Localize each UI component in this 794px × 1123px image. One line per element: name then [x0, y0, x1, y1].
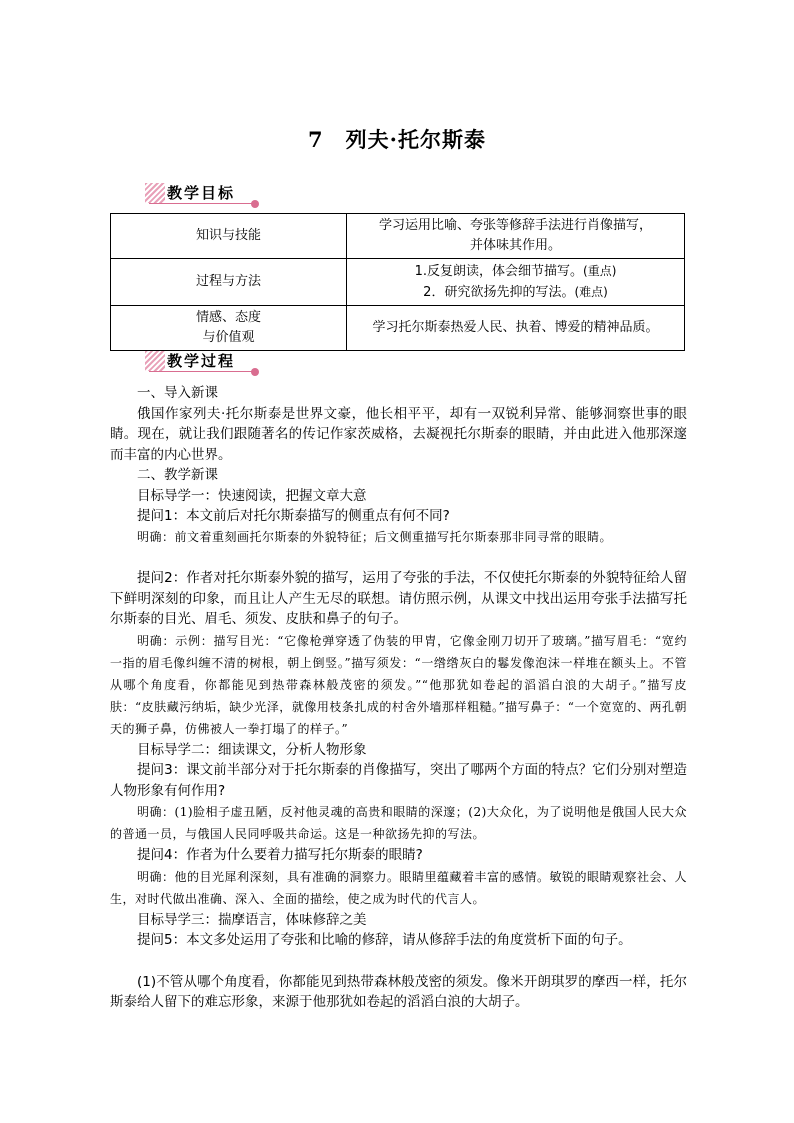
answer: 明确：示例：描写目光：“它像枪弹穿透了伪装的甲胄，它像金刚刀切开了玻璃。”描写眉毛：“宽约一指的眉毛像纠缠不清的树根，朝上倒竖。”描写须发：“一绺绺灰白的鬈发像泡沫一样堆在额头上。不管从哪个角度看，你都能见到热带森林般茂密的须发。”“他那犹如卷起的滔滔白浪的大胡子。”描写皮肤：“皮肤藏污纳垢，缺少光泽，就像用枝条扎成的村舍外墙那样粗糙。”描写鼻子：“一个宽宽的、两孔朝天的狮子鼻，仿佛被人一拳打塌了的样子。” — [110, 633, 687, 736]
goal-value: 1.反复朗读，体会细节描写。(重点) 2．研究欲扬先抑的写法。(难点) — [347, 259, 685, 306]
page-title: 7 列夫·托尔斯泰 — [308, 127, 486, 152]
example-sentence: (1)不管从哪个角度看，你都能见到热带森林般茂密的须发。像米开朗琪罗的摩西一样，托尔斯泰给人留下的难忘形象，来源于他那犹如卷起的滔滔白浪的大胡子。 — [110, 973, 687, 1010]
hatch-decoration — [145, 351, 165, 371]
answer: 明确：前文着重刻画托尔斯泰的外貌特征；后文侧重描写托尔斯泰那非同寻常的眼睛。 — [137, 529, 613, 544]
question: 提问5：本文多处运用了夸张和比喻的修辞，请从修辞手法的角度赏析下面的句子。 — [137, 932, 632, 948]
goal-key: 知识与技能 — [111, 214, 347, 259]
dot-decoration — [251, 368, 259, 376]
table-row — [111, 306, 685, 351]
dot-decoration — [251, 200, 259, 208]
underline-decoration — [149, 203, 253, 204]
section-heading-process: 教学过程 — [145, 349, 265, 373]
lesson-body — [110, 383, 687, 1013]
table-row — [111, 214, 685, 259]
goal-heading: 目标导学一：快速阅读，把握文章大意 — [137, 487, 367, 504]
goals-table — [110, 213, 685, 351]
question: 提问4：作者为什么要着力描写托尔斯泰的眼睛? — [137, 847, 423, 863]
heading-import: 一、导入新课 — [137, 385, 218, 401]
goal-heading: 目标导学三：揣摩语言，体味修辞之美 — [137, 911, 367, 928]
hatch-decoration — [145, 183, 165, 203]
table-row — [111, 259, 685, 306]
goal-value: 学习运用比喻、夸张等修辞手法进行肖像描写， 并体味其作用。 — [347, 214, 685, 259]
answer: 明确：(1)脸相子虚丑陋，反衬他灵魂的高贵和眼睛的深邃；(2)大众化，为了说明他是俄国人民大众的普通一员，与俄国人民同呼吸共命运。这是一种欲扬先抑的写法。 — [110, 805, 687, 841]
paragraph: 俄国作家列夫·托尔斯泰是世界文豪，他长相平平，却有一双锐利异常、能够洞察世事的眼睛。现在，就让我们跟随著名的传记作家茨威格，去凝视托尔斯泰的眼睛，并由此进入他那深邃而丰富的内心世界。 — [110, 405, 687, 463]
goal-key: 情感、态度 与价值观 — [111, 306, 347, 351]
answer: 明确：他的目光犀利深刻，具有准确的洞察力。眼睛里蕴藏着丰富的感情。敏锐的眼睛观察社会、人生，对时代做出准确、深入、全面的描绘，使之成为时代的代言人。 — [110, 869, 688, 906]
question: 提问3：课文前半部分对于托尔斯泰的肖像描写，突出了哪两个方面的特点？它们分别对塑造人物形象有何作用? — [110, 762, 687, 799]
goal-value: 学习托尔斯泰热爱人民、执着、博爱的精神品质。 — [347, 306, 685, 351]
goal-key: 过程与方法 — [111, 259, 347, 306]
section-heading-goals: 教学目标 — [145, 181, 265, 205]
goal-heading: 目标导学二：细读课文，分析人物形象 — [137, 741, 367, 758]
underline-decoration — [149, 371, 253, 372]
heading-new: 二、教学新课 — [137, 467, 218, 483]
question: 提问2：作者对托尔斯泰外貌的描写，运用了夸张的手法，不仅使托尔斯泰的外貌特征给人留下鲜明深刻的印象，而且让人产生无尽的联想。请仿照示例，从课文中找出运用夸张手法描写托尔斯泰的目光、眉毛、须发、皮肤和鼻子的句子。 — [110, 570, 687, 627]
question: 提问1：本文前后对托尔斯泰描写的侧重点有何不同? — [137, 508, 450, 524]
